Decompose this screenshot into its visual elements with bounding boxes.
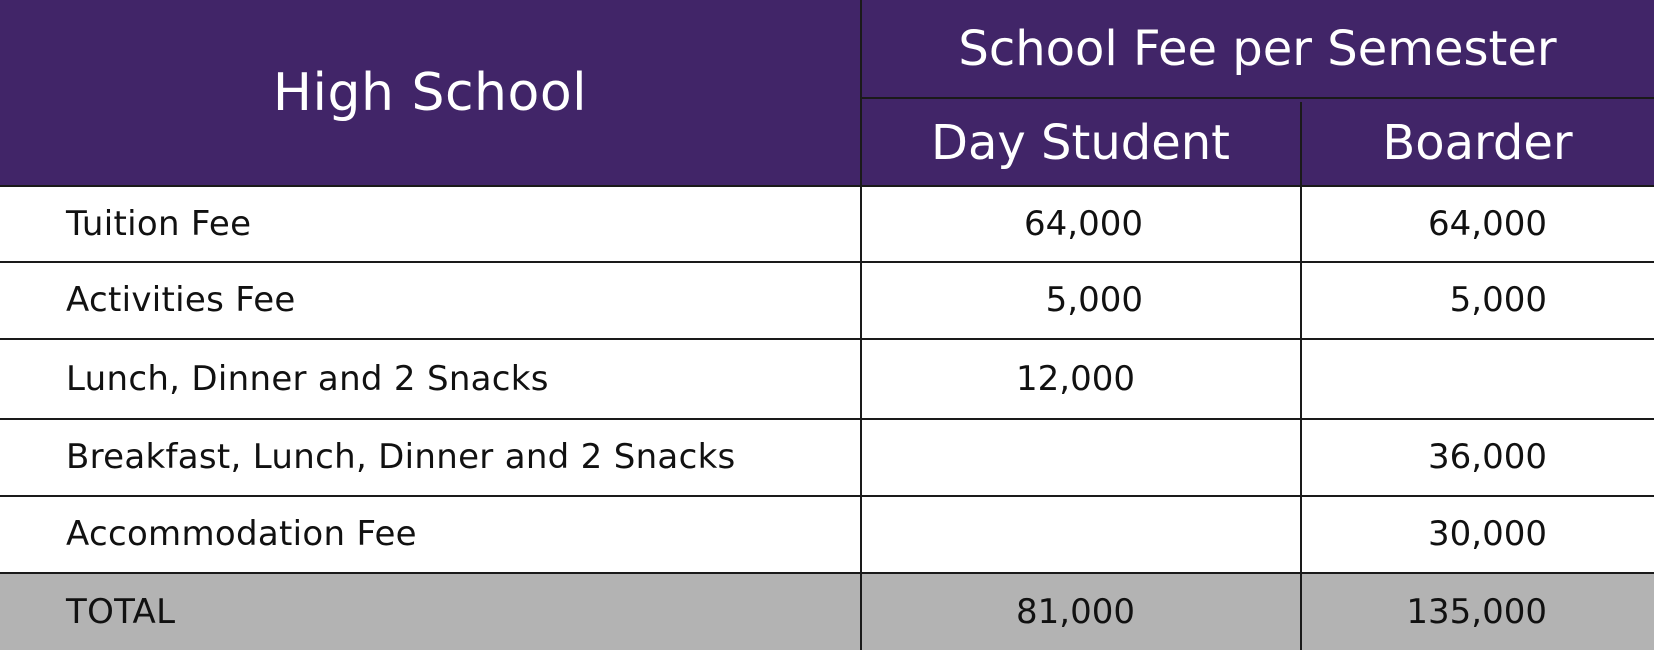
total-day-student-value: 81,000 — [1016, 591, 1135, 632]
day-student-value: 12,000 — [1016, 358, 1135, 399]
boarder-value: 30,000 — [1428, 514, 1547, 554]
row-label: Lunch, Dinner and 2 Snacks — [66, 358, 549, 399]
total-label: TOTAL — [66, 591, 176, 632]
row-divider — [0, 572, 1654, 574]
header-day-student: Day Student — [931, 114, 1230, 171]
boarder-value: 36,000 — [1428, 437, 1547, 477]
boarder-value — [1301, 339, 1547, 418]
row-divider — [0, 261, 1654, 263]
boarder-value: 64,000 — [1428, 204, 1547, 244]
row-label: Tuition Fee — [66, 204, 252, 244]
table-row — [0, 419, 1654, 495]
day-student-value — [861, 496, 1143, 572]
day-student-value: 64,000 — [1024, 204, 1143, 244]
row-label: Activities Fee — [66, 280, 296, 320]
header-fee-per-semester: School Fee per Semester — [958, 21, 1557, 77]
table-row — [0, 262, 1654, 338]
table-row — [0, 339, 1654, 418]
table-row — [0, 496, 1654, 572]
total-row — [0, 573, 1654, 650]
header-boarder: Boarder — [1382, 114, 1573, 171]
row-divider — [0, 338, 1654, 340]
header-divider — [861, 97, 1654, 99]
row-divider — [0, 495, 1654, 497]
row-divider — [0, 185, 1654, 187]
day-student-value: 5,000 — [1045, 280, 1143, 320]
header-high-school: High School — [272, 63, 588, 123]
boarder-value: 5,000 — [1449, 280, 1547, 320]
table-header — [0, 0, 1654, 186]
row-divider — [0, 418, 1654, 420]
day-student-value — [861, 419, 1143, 495]
table-row — [0, 187, 1654, 261]
row-label: Accommodation Fee — [66, 514, 417, 554]
total-boarder-value: 135,000 — [1406, 591, 1547, 632]
row-label: Breakfast, Lunch, Dinner and 2 Snacks — [66, 437, 736, 477]
